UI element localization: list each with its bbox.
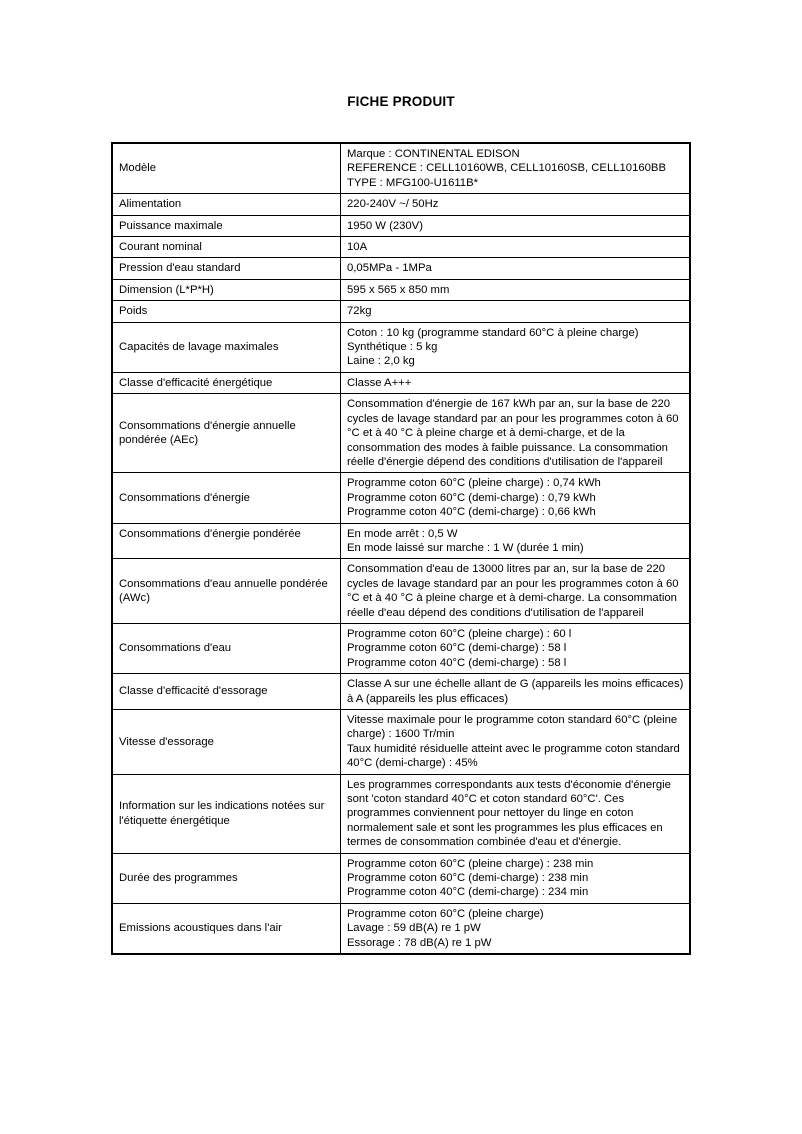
table-row (112, 710, 690, 775)
table-row (112, 523, 690, 559)
spec-value-line: Programme coton 40°C (demi-charge) : 0,66 kWh (347, 506, 596, 519)
table-row (112, 903, 690, 954)
spec-value-cell (341, 473, 691, 523)
spec-value-line: Programme coton 60°C (pleine charge) : 238 min (347, 857, 594, 870)
spec-value-line: Programme coton 40°C (demi-charge) : 234 min (347, 886, 589, 899)
spec-value-line: 595 x 565 x 850 mm (347, 283, 450, 296)
spec-label-cell: Consommations d'énergie pondérée (112, 523, 341, 559)
table-row (112, 215, 690, 236)
spec-value-cell (341, 774, 691, 853)
table-row (112, 372, 690, 393)
spec-value-line: Programme coton 60°C (pleine charge) : 60 l (347, 627, 572, 640)
table-row (112, 258, 690, 279)
spec-label-cell: Pression d'eau standard (112, 258, 341, 279)
page-title: FICHE PRODUIT (347, 94, 455, 109)
table-row (112, 301, 690, 322)
spec-value-line: Programme coton 60°C (demi-charge) : 238 min (347, 872, 589, 885)
table-row (112, 279, 690, 300)
spec-value-cell (341, 322, 691, 372)
table-row (112, 623, 690, 673)
spec-label-cell: Consommations d'eau (112, 623, 341, 673)
product-spec-table (111, 142, 691, 955)
spec-value-line: 72kg (347, 305, 372, 318)
spec-value-line: Vitesse maximale pour le programme coton standard 60°C (pleine charge) : 1600 Tr/min (347, 714, 678, 741)
spec-value-line: Lavage : 59 dB(A) re 1 pW (347, 922, 481, 935)
spec-label-cell: Information sur les indications notées sur l'étiquette énergétique (112, 774, 341, 853)
spec-value-line: 10A (347, 241, 368, 254)
table-row (112, 143, 690, 194)
spec-value-line: Les programmes correspondants aux tests d'économie d'énergie sont 'coton standard 40°C et coton standard 60°C'. Ces programmes conviennent pour nettoyer du linge en coton normalement sale et sont les programmes les plus efficaces en termes de consommation combinée d'eau et d'énergie. (347, 778, 671, 849)
table-row (112, 473, 690, 523)
spec-label-cell: Modèle (112, 143, 341, 194)
spec-label-cell: Classe d'efficacité énergétique (112, 372, 341, 393)
spec-label-cell: Vitesse d'essorage (112, 710, 341, 775)
spec-label-cell: Dimension (L*P*H) (112, 279, 341, 300)
spec-value-cell (341, 258, 691, 279)
spec-value-line: Programme coton 60°C (pleine charge) (347, 907, 544, 920)
table-row (112, 194, 690, 215)
spec-value-line: En mode arrêt : 0,5 W (347, 527, 458, 540)
spec-label-cell: Classe d'efficacité d'essorage (112, 674, 341, 710)
table-row (112, 237, 690, 258)
spec-value-line: Coton : 10 kg (programme standard 60°C à pleine charge) (347, 326, 639, 339)
spec-label-cell: Puissance maximale (112, 215, 341, 236)
spec-value-line: Essorage : 78 dB(A) re 1 pW (347, 936, 492, 949)
spec-label-cell: Consommations d'eau annuelle pondérée (AWc) (112, 559, 341, 624)
spec-value-cell (341, 674, 691, 710)
table-row (112, 394, 690, 473)
spec-value-line: Consommation d'eau de 13000 litres par an, sur la base de 220 cycles de lavage standard par an pour les programmes coton à 60 °C et à 40 °C à pleine charge et à demi-charge. La consommation réelle d'eau dépend des conditions d'utilisation de l'appareil (347, 563, 679, 619)
spec-value-cell (341, 237, 691, 258)
spec-value-line: Programme coton 60°C (demi-charge) : 0,79 kWh (347, 491, 596, 504)
spec-value-cell (341, 559, 691, 624)
spec-value-line: 1950 W (230V) (347, 219, 423, 232)
spec-value-line: 220-240V ~/ 50Hz (347, 198, 439, 211)
spec-value-cell (341, 372, 691, 393)
spec-value-line: Programme coton 40°C (demi-charge) : 58 l (347, 656, 567, 669)
spec-value-line: Synthétique : 5 kg (347, 341, 438, 354)
spec-value-cell (341, 279, 691, 300)
spec-value-cell (341, 853, 691, 903)
spec-value-line: Laine : 2,0 kg (347, 355, 415, 368)
spec-label-cell: Durée des programmes (112, 853, 341, 903)
spec-value-cell (341, 301, 691, 322)
spec-value-cell (341, 143, 691, 194)
spec-label-cell: Consommations d'énergie annuelle pondérée (AEc) (112, 394, 341, 473)
spec-value-line: 0,05MPa - 1MPa (347, 262, 432, 275)
spec-value-line: Consommation d'énergie de 167 kWh par an, sur la base de 220 cycles de lavage standard par an pour les programmes coton à 60 °C et à 40 °C à pleine charge et à demi-charge, et de la consommation des modes à faible puissance. La consommation réelle d'énergie dépend des conditions d'utilisation de l'appareil (347, 398, 679, 468)
table-row (112, 774, 690, 853)
spec-value-line: Programme coton 60°C (demi-charge) : 58 l (347, 642, 567, 655)
spec-value-cell (341, 194, 691, 215)
spec-label-cell: Emissions acoustiques dans l'air (112, 903, 341, 954)
spec-label-cell: Alimentation (112, 194, 341, 215)
spec-value-line: Classe A sur une échelle allant de G (appareils les moins efficaces) à A (appareils les plus efficaces) (347, 678, 684, 705)
spec-value-line: REFERENCE : CELL10160WB, CELL10160SB, CELL10160BB (347, 162, 666, 175)
spec-value-cell (341, 903, 691, 954)
table-row (112, 853, 690, 903)
spec-table-body (112, 143, 690, 954)
spec-label-cell: Poids (112, 301, 341, 322)
spec-value-line: Taux humidité résiduelle atteint avec le programme coton standard 40°C (demi-charge) : 45% (347, 742, 680, 770)
spec-value-line: Classe A+++ (347, 376, 412, 389)
spec-value-line: Programme coton 60°C (pleine charge) : 0,74 kWh (347, 477, 601, 490)
spec-value-cell (341, 394, 691, 473)
spec-label-cell: Capacités de lavage maximales (112, 322, 341, 372)
spec-value-line: TYPE : MFG100-U1611B* (347, 176, 479, 189)
table-row (112, 559, 690, 624)
spec-value-cell (341, 710, 691, 775)
spec-value-cell (341, 523, 691, 559)
spec-label-cell: Consommations d'énergie (112, 473, 341, 523)
spec-label-cell: Courant nominal (112, 237, 341, 258)
spec-value-cell (341, 623, 691, 673)
spec-value-line: Marque : CONTINENTAL EDISON (347, 148, 520, 160)
table-row (112, 322, 690, 372)
table-row (112, 674, 690, 710)
spec-value-line: En mode laissé sur marche : 1 W (durée 1 min) (347, 541, 584, 554)
spec-value-cell (341, 215, 691, 236)
